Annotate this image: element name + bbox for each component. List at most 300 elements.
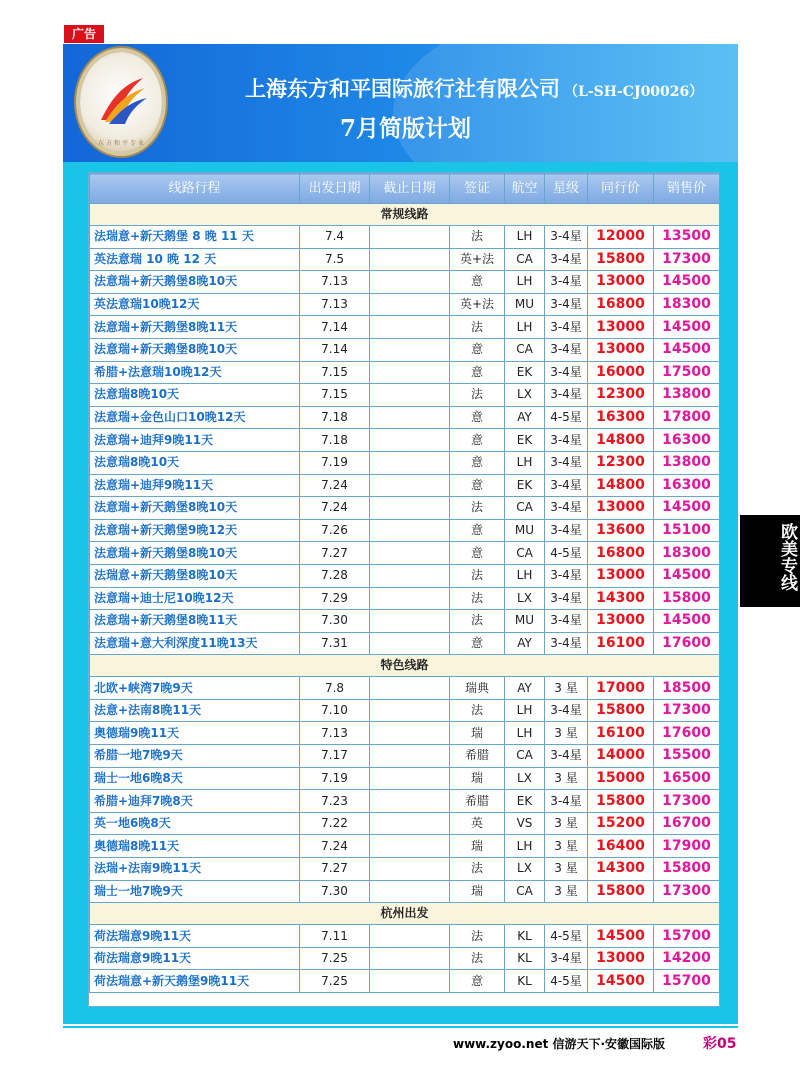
cell-peer-price: 12000: [588, 226, 654, 249]
table-row: [90, 564, 720, 587]
cell-stars: 3-4星: [545, 587, 588, 610]
cell-visa: 法: [450, 384, 505, 407]
cell-route: 法意瑞+新天鹅堡8晚10天: [90, 542, 300, 565]
cell-route: 法意瑞+迪拜9晚11天: [90, 474, 300, 497]
cell-peer-price: 17000: [588, 677, 654, 700]
cell-route: 法意瑞+意大利深度11晚13天: [90, 632, 300, 655]
cell-stars: 4-5星: [545, 542, 588, 565]
cell-route: 荷法瑞意9晚11天: [90, 947, 300, 970]
cell-date: 7.10: [300, 699, 370, 722]
cell-peer-price: 15800: [588, 790, 654, 813]
cell-airline: CA: [505, 745, 545, 768]
cell-stars: 4-5星: [545, 406, 588, 429]
cell-deadline: [370, 519, 450, 542]
col-sale-price: 销售价: [654, 174, 720, 204]
cell-visa: 法: [450, 316, 505, 339]
cell-visa: 英: [450, 812, 505, 835]
cell-sale-price: 14500: [654, 610, 720, 633]
cell-deadline: [370, 338, 450, 361]
cell-sale-price: 15100: [654, 519, 720, 542]
cell-sale-price: 17300: [654, 790, 720, 813]
section-row: [90, 655, 720, 677]
cell-peer-price: 16400: [588, 835, 654, 858]
cell-route: 法意瑞+迪拜9晚11天: [90, 429, 300, 452]
cell-sale-price: 13500: [654, 226, 720, 249]
cell-peer-price: 16300: [588, 406, 654, 429]
cell-peer-price: 13000: [588, 316, 654, 339]
cell-peer-price: 15800: [588, 699, 654, 722]
table-row: [90, 451, 720, 474]
cell-peer-price: 15800: [588, 248, 654, 271]
cell-deadline: [370, 858, 450, 881]
cell-visa: 意: [450, 519, 505, 542]
cell-date: 7.31: [300, 632, 370, 655]
cell-airline: AY: [505, 406, 545, 429]
company-title: 上海东方和平国际旅行社有限公司: [245, 76, 560, 101]
cell-stars: 4-5星: [545, 925, 588, 948]
cell-airline: LH: [505, 564, 545, 587]
cell-sale-price: 17600: [654, 632, 720, 655]
cell-stars: 3-4星: [545, 497, 588, 520]
cell-airline: LH: [505, 699, 545, 722]
cell-airline: LH: [505, 722, 545, 745]
cell-deadline: [370, 406, 450, 429]
cell-peer-price: 13000: [588, 271, 654, 294]
cell-sale-price: 14500: [654, 564, 720, 587]
cell-airline: AY: [505, 677, 545, 700]
company-logo: [80, 52, 162, 152]
cell-airline: CA: [505, 248, 545, 271]
cell-visa: 法: [450, 858, 505, 881]
cell-deadline: [370, 271, 450, 294]
cell-visa: 希腊: [450, 745, 505, 768]
cell-stars: 3-4星: [545, 338, 588, 361]
table-row: [90, 745, 720, 768]
cell-sale-price: 15700: [654, 970, 720, 993]
cell-deadline: [370, 699, 450, 722]
cell-route: 法意+法南8晚11天: [90, 699, 300, 722]
table-row: [90, 858, 720, 881]
cell-deadline: [370, 812, 450, 835]
cell-peer-price: 14800: [588, 474, 654, 497]
cell-deadline: [370, 632, 450, 655]
cell-airline: CA: [505, 880, 545, 903]
col-visa: 签证: [450, 174, 505, 204]
cell-date: 7.14: [300, 338, 370, 361]
cell-deadline: [370, 925, 450, 948]
cell-stars: 4-5星: [545, 970, 588, 993]
cell-peer-price: 14500: [588, 970, 654, 993]
cell-visa: 瑞: [450, 722, 505, 745]
table-row: [90, 835, 720, 858]
cell-deadline: [370, 316, 450, 339]
table-row: [90, 722, 720, 745]
cell-visa: 意: [450, 632, 505, 655]
col-airline: 航空: [505, 174, 545, 204]
cell-peer-price: 14300: [588, 858, 654, 881]
table-row: [90, 474, 720, 497]
cell-date: 7.4: [300, 226, 370, 249]
cell-airline: EK: [505, 429, 545, 452]
cell-deadline: [370, 451, 450, 474]
table-row: [90, 767, 720, 790]
cell-date: 7.11: [300, 925, 370, 948]
table-row: [90, 248, 720, 271]
cell-stars: 3-4星: [545, 429, 588, 452]
cell-visa: 瑞典: [450, 677, 505, 700]
cell-airline: KL: [505, 925, 545, 948]
cell-route: 英法意瑞10晚12天: [90, 293, 300, 316]
table-row: [90, 429, 720, 452]
cell-airline: EK: [505, 790, 545, 813]
cell-sale-price: 17500: [654, 361, 720, 384]
cell-deadline: [370, 429, 450, 452]
cell-sale-price: 13800: [654, 384, 720, 407]
cell-stars: 3 星: [545, 677, 588, 700]
cell-stars: 3 星: [545, 722, 588, 745]
cell-sale-price: 18300: [654, 293, 720, 316]
cell-route: 希腊+迪拜7晚8天: [90, 790, 300, 813]
table-row: [90, 880, 720, 903]
cell-route: 奥德瑞9晚11天: [90, 722, 300, 745]
cell-stars: 3-4星: [545, 293, 588, 316]
cell-visa: 英+法: [450, 248, 505, 271]
cell-airline: LH: [505, 271, 545, 294]
cell-visa: 法: [450, 699, 505, 722]
cell-stars: 3 星: [545, 835, 588, 858]
table-row: [90, 970, 720, 993]
cell-airline: VS: [505, 812, 545, 835]
cell-date: 7.14: [300, 316, 370, 339]
side-tab-label: 欧美专线: [777, 523, 797, 591]
cell-airline: CA: [505, 542, 545, 565]
cell-visa: 法: [450, 497, 505, 520]
cell-route: 奥德瑞8晚11天: [90, 835, 300, 858]
table-row: [90, 497, 720, 520]
cell-peer-price: 15800: [588, 880, 654, 903]
cell-stars: 3-4星: [545, 519, 588, 542]
cell-date: 7.22: [300, 812, 370, 835]
cell-date: 7.25: [300, 947, 370, 970]
table-row: [90, 542, 720, 565]
cell-visa: 瑞: [450, 835, 505, 858]
cell-sale-price: 17900: [654, 835, 720, 858]
cell-peer-price: 16100: [588, 632, 654, 655]
cell-stars: 3-4星: [545, 610, 588, 633]
cell-airline: MU: [505, 293, 545, 316]
cell-stars: 3-4星: [545, 564, 588, 587]
section-title: 常规线路: [90, 204, 720, 226]
cell-visa: 意: [450, 406, 505, 429]
cell-airline: LH: [505, 316, 545, 339]
col-route: 线路行程: [90, 174, 300, 204]
cell-date: 7.24: [300, 835, 370, 858]
table-row: [90, 632, 720, 655]
cell-peer-price: 15000: [588, 767, 654, 790]
cell-route: 荷法瑞意+新天鹅堡9晚11天: [90, 970, 300, 993]
cell-route: 希腊一地7晚9天: [90, 745, 300, 768]
cell-date: 7.30: [300, 610, 370, 633]
cell-visa: 法: [450, 610, 505, 633]
cell-sale-price: 17300: [654, 880, 720, 903]
cell-date: 7.27: [300, 858, 370, 881]
col-deadline: 截止日期: [370, 174, 450, 204]
cell-visa: 法: [450, 925, 505, 948]
cell-airline: KL: [505, 947, 545, 970]
table-row: [90, 226, 720, 249]
cell-sale-price: 15700: [654, 925, 720, 948]
cell-deadline: [370, 248, 450, 271]
cell-date: 7.29: [300, 587, 370, 610]
page-number: 彩05: [703, 1036, 737, 1052]
cell-date: 7.28: [300, 564, 370, 587]
cell-sale-price: 15800: [654, 587, 720, 610]
cell-route: 法意瑞+新天鹅堡9晚12天: [90, 519, 300, 542]
cell-sale-price: 15800: [654, 858, 720, 881]
cell-airline: CA: [505, 497, 545, 520]
cell-stars: 3-4星: [545, 474, 588, 497]
cell-stars: 3 星: [545, 880, 588, 903]
table-row: [90, 610, 720, 633]
table-row: [90, 699, 720, 722]
cell-visa: 意: [450, 451, 505, 474]
footer-text: www.zyoo.net 信游天下·安徽国际版: [453, 1037, 666, 1051]
ad-tag: 广告: [64, 25, 104, 43]
cell-airline: MU: [505, 610, 545, 633]
header-sweep: [393, 44, 738, 162]
cell-stars: 3 星: [545, 858, 588, 881]
cell-visa: 法: [450, 226, 505, 249]
cell-deadline: [370, 610, 450, 633]
cell-stars: 3 星: [545, 812, 588, 835]
cell-date: 7.27: [300, 542, 370, 565]
cell-deadline: [370, 474, 450, 497]
cell-peer-price: 13000: [588, 338, 654, 361]
cell-route: 法意瑞+金色山口10晚12天: [90, 406, 300, 429]
cell-deadline: [370, 722, 450, 745]
cell-airline: LH: [505, 226, 545, 249]
cell-route: 法意瑞8晚10天: [90, 451, 300, 474]
cell-peer-price: 16000: [588, 361, 654, 384]
cell-airline: KL: [505, 970, 545, 993]
cell-stars: 3-4星: [545, 947, 588, 970]
cell-stars: 3-4星: [545, 271, 588, 294]
cell-sale-price: 13800: [654, 451, 720, 474]
cell-date: 7.8: [300, 677, 370, 700]
cell-deadline: [370, 384, 450, 407]
cell-airline: EK: [505, 361, 545, 384]
cell-sale-price: 17600: [654, 722, 720, 745]
cell-airline: LX: [505, 767, 545, 790]
cell-deadline: [370, 970, 450, 993]
cell-visa: 意: [450, 429, 505, 452]
cell-deadline: [370, 564, 450, 587]
footer-divider: [63, 1026, 738, 1028]
company-name: [245, 73, 703, 103]
cell-route: 瑞士一地7晚9天: [90, 880, 300, 903]
cell-stars: 3-4星: [545, 745, 588, 768]
cell-peer-price: 13000: [588, 610, 654, 633]
cell-deadline: [370, 677, 450, 700]
cell-sale-price: 14200: [654, 947, 720, 970]
cell-peer-price: 12300: [588, 451, 654, 474]
cell-visa: 瑞: [450, 767, 505, 790]
cell-date: 7.13: [300, 293, 370, 316]
cell-route: 荷法瑞意9晚11天: [90, 925, 300, 948]
table-row: [90, 519, 720, 542]
cell-peer-price: 14000: [588, 745, 654, 768]
col-stars: 星级: [545, 174, 588, 204]
cell-date: 7.24: [300, 497, 370, 520]
cell-visa: 瑞: [450, 880, 505, 903]
section-row: [90, 903, 720, 925]
cell-route: 法瑞意+新天鹅堡 8 晚 11 天: [90, 226, 300, 249]
cell-date: 7.13: [300, 722, 370, 745]
cell-sale-price: 18300: [654, 542, 720, 565]
table-header-row: [90, 174, 720, 204]
table-row: [90, 925, 720, 948]
table-row: [90, 790, 720, 813]
cell-peer-price: 16800: [588, 542, 654, 565]
cell-date: 7.13: [300, 271, 370, 294]
cell-route: 法意瑞+新天鹅堡8晚10天: [90, 271, 300, 294]
cell-deadline: [370, 767, 450, 790]
cell-visa: 英+法: [450, 293, 505, 316]
cell-sale-price: 14500: [654, 338, 720, 361]
cell-deadline: [370, 587, 450, 610]
cell-date: 7.15: [300, 361, 370, 384]
cell-peer-price: 12300: [588, 384, 654, 407]
col-date: 出发日期: [300, 174, 370, 204]
cell-peer-price: 13600: [588, 519, 654, 542]
cell-visa: 希腊: [450, 790, 505, 813]
cell-visa: 法: [450, 564, 505, 587]
cell-stars: 3-4星: [545, 790, 588, 813]
cell-peer-price: 14300: [588, 587, 654, 610]
cell-airline: LX: [505, 384, 545, 407]
cell-stars: 3-4星: [545, 361, 588, 384]
cell-stars: 3-4星: [545, 632, 588, 655]
cell-visa: 意: [450, 542, 505, 565]
table-row: [90, 361, 720, 384]
table-row: [90, 812, 720, 835]
cell-date: 7.23: [300, 790, 370, 813]
cell-sale-price: 18500: [654, 677, 720, 700]
cell-deadline: [370, 835, 450, 858]
cell-airline: CA: [505, 338, 545, 361]
cell-sale-price: 17800: [654, 406, 720, 429]
cell-visa: 法: [450, 947, 505, 970]
cell-airline: AY: [505, 632, 545, 655]
cell-date: 7.19: [300, 451, 370, 474]
cell-date: 7.5: [300, 248, 370, 271]
cell-sale-price: 17300: [654, 699, 720, 722]
cell-visa: 意: [450, 361, 505, 384]
cell-sale-price: 16300: [654, 429, 720, 452]
cell-date: 7.26: [300, 519, 370, 542]
cell-visa: 意: [450, 970, 505, 993]
section-title: 杭州出发: [90, 903, 720, 925]
cell-visa: 意: [450, 338, 505, 361]
cell-airline: EK: [505, 474, 545, 497]
col-peer-price: 同行价: [588, 174, 654, 204]
cell-route: 法意瑞+新天鹅堡8晚10天: [90, 497, 300, 520]
cell-route: 法瑞+法南9晚11天: [90, 858, 300, 881]
cell-date: 7.18: [300, 429, 370, 452]
cell-deadline: [370, 361, 450, 384]
cell-sale-price: 15500: [654, 745, 720, 768]
cell-date: 7.19: [300, 767, 370, 790]
cell-visa: 法: [450, 587, 505, 610]
cell-peer-price: 16800: [588, 293, 654, 316]
table-row: [90, 338, 720, 361]
cell-date: 7.17: [300, 745, 370, 768]
cell-airline: LX: [505, 858, 545, 881]
cell-route: 法意瑞+新天鹅堡8晚11天: [90, 610, 300, 633]
cell-route: 法意瑞8晚10天: [90, 384, 300, 407]
side-tab: [740, 515, 800, 607]
cell-peer-price: 16100: [588, 722, 654, 745]
section-title: 特色线路: [90, 655, 720, 677]
cell-peer-price: 13000: [588, 947, 654, 970]
cell-date: 7.25: [300, 970, 370, 993]
table-row: [90, 316, 720, 339]
cell-peer-price: 14800: [588, 429, 654, 452]
cell-airline: MU: [505, 519, 545, 542]
cell-stars: 3-4星: [545, 451, 588, 474]
table-row: [90, 947, 720, 970]
cell-airline: LH: [505, 451, 545, 474]
cell-deadline: [370, 790, 450, 813]
cell-route: 瑞士一地6晚8天: [90, 767, 300, 790]
cell-route: 法瑞意+新天鹅堡8晚10天: [90, 564, 300, 587]
cell-route: 北欧+峡湾7晚9天: [90, 677, 300, 700]
cell-stars: 3-4星: [545, 248, 588, 271]
cell-stars: 3-4星: [545, 384, 588, 407]
header-banner: [63, 44, 738, 162]
cell-deadline: [370, 880, 450, 903]
cell-peer-price: 15200: [588, 812, 654, 835]
cell-deadline: [370, 226, 450, 249]
table-row: [90, 406, 720, 429]
phoenix-logo-icon: [91, 70, 151, 130]
cell-peer-price: 13000: [588, 564, 654, 587]
cell-stars: 3-4星: [545, 226, 588, 249]
cell-route: 希腊+法意瑞10晚12天: [90, 361, 300, 384]
cell-deadline: [370, 293, 450, 316]
cell-deadline: [370, 745, 450, 768]
cell-visa: 意: [450, 474, 505, 497]
cell-airline: LH: [505, 835, 545, 858]
cell-visa: 意: [450, 271, 505, 294]
cell-peer-price: 13000: [588, 497, 654, 520]
cell-deadline: [370, 947, 450, 970]
cell-stars: 3-4星: [545, 699, 588, 722]
cell-sale-price: 14500: [654, 497, 720, 520]
plan-title: 7月简版计划: [340, 115, 472, 142]
table-row: [90, 384, 720, 407]
cell-route: 法意瑞+新天鹅堡8晚10天: [90, 338, 300, 361]
cell-deadline: [370, 497, 450, 520]
cell-sale-price: 17300: [654, 248, 720, 271]
itinerary-grid: [89, 173, 720, 993]
table-row: [90, 271, 720, 294]
cell-sale-price: 16300: [654, 474, 720, 497]
section-row: [90, 204, 720, 226]
cell-date: 7.30: [300, 880, 370, 903]
cell-date: 7.15: [300, 384, 370, 407]
table-row: [90, 587, 720, 610]
